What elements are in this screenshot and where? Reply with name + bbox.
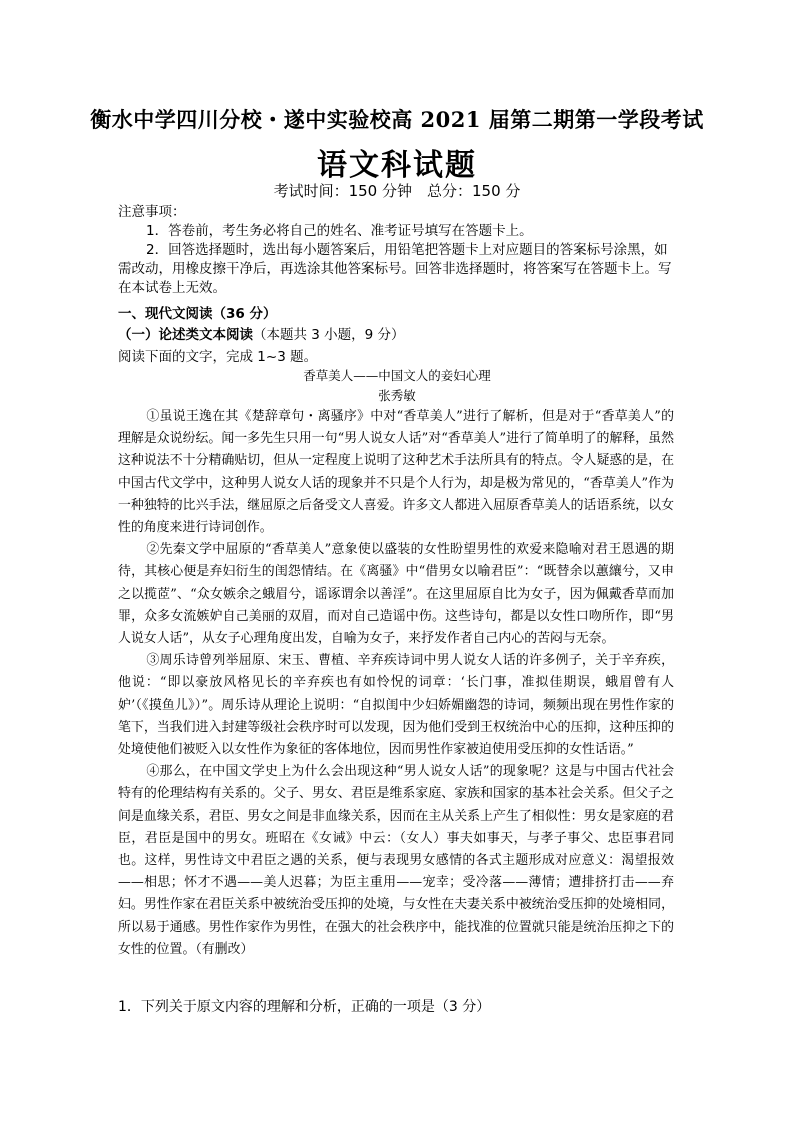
subject-title: 语文科试题 [317,148,477,183]
article-author: 张秀敏 [378,388,416,403]
article-paragraph: ②先秦文学中屈原的“香草美人”意象使以盛装的女性盼望男性的欢爱来隐喻对君王恩遇的期待，其核心便是弃妇衍生的闺怨情结。在《离骚》中“借男女以喻君臣”：“既替余以蕙纕兮，又申之以揽茝”、“众女嫉余之蛾眉兮，谣诼谓余以善淫”。在这里屈原自比为女子，因为佩戴香草而加罪，众多女流嫉妒自己美丽的双眉，而对自己造谣中伤。这些诗句，都是以女性口吻所作，即“男人说女人话”，从女子心理角度出发，自喻为女子，来抒发作者自己内心的苦闷与无奈。 [118,542,674,647]
article-paragraph: ③周乐诗曾列举屈原、宋玉、曹植、辛弃疾诗词中男人说女人话的许多例子，关于辛弃疾，他说：“即以豪放风格见长的辛弃疾也有如怜怳的词章：‘长门事，准拟佳期误，蛾眉曾有人妒’（《摸鱼儿》）”。周乐诗从理论上说明：“自拟闺中少妇娇媚幽怨的诗词，频频出现在男性作家的笔下，当我们进入封建等级社会秩序时可以发现，因为他们受到王权统治中心的压抑，这种压抑的处境使他们被贬入以女性作为象征的客体地位，因而男性作家被迫使用受压抑的女性话语。” [118,653,674,758]
article-title: 香草美人——中国文人的妾妇心理 [303,368,491,383]
question-1-stem: 1．下列关于原文内容的理解和分析，正确的一项是（3 分） [118,999,491,1015]
subsection-note: （本题共 3 小题，9 分） [253,327,405,343]
subsection-title: （一）论述类文本阅读 [118,327,253,343]
subsection-heading [118,323,405,343]
notes-item: 1．答卷前，考生务必将自己的姓名、准考证号填写在答题卡上。 [146,223,533,239]
reading-instruction: 阅读下面的文字，完成 1~3 题。 [118,349,318,365]
article-paragraph: ①虽说王逸在其《楚辞章句・离骚序》中对“香草美人”进行了解析，但是对于“香草美人”的理解是众说纷纭。闻一多先生只用一句“男人说女人话”对“香草美人”进行了简单明了的解释，虽然这种说法不十分精确贴切，但从一定程度上说明了这种艺术手法所具有的特点。令人疑惑的是，在中国古代文学中，这种男人说女人话的现象并不只是个人行为，却是极为常见的，“香草美人”作为一种独特的比兴手法，继屈原之后备受文人喜爱。许多文人都进入屈原香草美人的话语系统，以女性的角度来进行诗词创作。 [118,409,674,536]
article-paragraph: ④那么，在中国文学史上为什么会出现这种“男人说女人话”的现象呢？这是与中国古代社会特有的伦理结构有关系的。父子、男女、君臣是维系家庭、家族和国家的基本社会关系。但父子之间是血缘关系，君臣、男女之间是非血缘关系，因而在主从关系上产生了相似性：男女是家庭的君臣，君臣是国中的男女。班昭在《女诫》中云：（女人）事夫如事天，与孝子事父、忠臣事君同也。这样，男性诗文中君臣之遇的关系，便与表现男女感情的各式主题形成对应意义：渴望报效——相思；怀才不遇——美人迟暮；为臣主重用——宠幸；受冷落——薄情；遭排挤打击——弃妇。男性作家在君臣关系中被统治受压抑的处境，与女性在夫妻关系中被统治受压抑的处境相同，所以易于通感。男性作家作为男性，在强大的社会秩序中，能找准的位置就只能是统治压抑之下的女性的位置。（有删改） [118,764,674,957]
notes-heading: 注意事项： [118,204,186,220]
notes-item: 2．回答选择题时，选出每小题答案后，用铅笔把答题卡上对应题目的答案标号涂黑，如需改动，用橡皮擦干净后，再选涂其他答案标号。回答非选择题时，将答案写在答题卡上。写在本试卷上无效。 [118,242,672,296]
exam-time-and-score: 考试时间：150 分钟 总分：150 分 [273,182,521,200]
article-body [118,406,674,961]
school-exam-title: 衡水中学四川分校・遂中实验校高 2021 届第二期第一学段考试 [90,107,704,132]
section-heading: 一、现代文阅读（36 分） [118,306,277,322]
exam-notes [118,203,678,298]
